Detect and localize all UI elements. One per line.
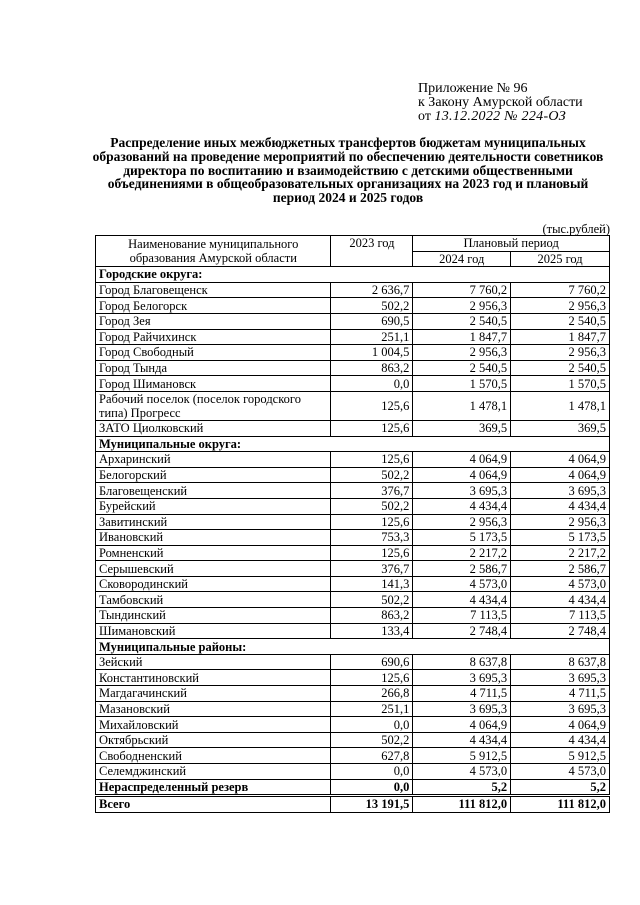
table-row: [96, 282, 610, 298]
appendix-law: к Закону Амурской области: [418, 95, 583, 110]
header-plan-period: Плановый период: [413, 236, 610, 252]
section-title: Муниципальные районы:: [96, 639, 610, 655]
value-2025: 2 586,7: [511, 561, 610, 577]
value-2023: 0,0: [331, 764, 413, 780]
value-2025: 4 434,4: [511, 592, 610, 608]
value-2025: 3 695,3: [511, 670, 610, 686]
value-2023: 863,2: [331, 608, 413, 624]
value-2025: 5,2: [511, 779, 610, 796]
row-name: Магдагачинский: [96, 686, 331, 702]
row-name: Октябрьский: [96, 732, 331, 748]
table-row: [96, 298, 610, 314]
value-2025: 369,5: [511, 420, 610, 436]
value-2023: 376,7: [331, 561, 413, 577]
value-2023: 0,0: [331, 779, 413, 796]
table-row: [96, 670, 610, 686]
row-name: Всего: [96, 796, 331, 813]
value-2025: 2 540,5: [511, 360, 610, 376]
appendix-header: [418, 82, 583, 124]
document-title: Распределение иных межбюджетных трансфертов бюджетам муниципальных образований на проведение мероприятий по обеспечению деятельности советников директора по воспитанию и взаимодействию с детскими общественными объединениями в общеобразовательных организациях на 2023 год и плановый период 2024 и 2025 годов: [92, 135, 604, 206]
value-2023: 125,6: [331, 670, 413, 686]
row-name: ЗАТО Циолковский: [96, 420, 331, 436]
header-2023: 2023 год: [331, 236, 413, 267]
header-2025: 2025 год: [511, 251, 610, 267]
value-2023: 125,6: [331, 420, 413, 436]
row-name: Город Зея: [96, 313, 331, 329]
row-name: Шимановский: [96, 623, 331, 639]
row-name: Архаринский: [96, 452, 331, 468]
table-row: [96, 514, 610, 530]
value-2023: 125,6: [331, 545, 413, 561]
row-name: Завитинский: [96, 514, 331, 530]
value-2025: 2 748,4: [511, 623, 610, 639]
row-name: Город Свободный: [96, 345, 331, 361]
value-2023: 13 191,5: [331, 796, 413, 813]
row-name: Михайловский: [96, 717, 331, 733]
value-2023: 502,2: [331, 467, 413, 483]
table-row: [96, 608, 610, 624]
table-row: [96, 748, 610, 764]
value-2025: 4 064,9: [511, 717, 610, 733]
table-row: [96, 779, 610, 796]
row-name: Серышевский: [96, 561, 331, 577]
row-name: Город Благовещенск: [96, 282, 331, 298]
value-2023: 690,6: [331, 654, 413, 670]
value-2025: 5 912,5: [511, 748, 610, 764]
value-2024: 4 064,9: [413, 467, 511, 483]
handwritten-date: 13.12.2022 № 224-ОЗ: [434, 109, 567, 124]
value-2024: 2 956,3: [413, 514, 511, 530]
value-2025: 4 573,0: [511, 576, 610, 592]
row-name: Благовещенский: [96, 483, 331, 499]
value-2024: 3 695,3: [413, 670, 511, 686]
value-2024: 2 217,2: [413, 545, 511, 561]
value-2023: 863,2: [331, 360, 413, 376]
table-row: [96, 360, 610, 376]
value-2023: 0,0: [331, 717, 413, 733]
value-2024: 2 586,7: [413, 561, 511, 577]
row-name: Город Тында: [96, 360, 331, 376]
value-2023: 627,8: [331, 748, 413, 764]
row-name: Константиновский: [96, 670, 331, 686]
value-2023: 502,2: [331, 498, 413, 514]
row-name: Селемджинский: [96, 764, 331, 780]
table-row: [96, 483, 610, 499]
table-row: [96, 623, 610, 639]
table-row: [96, 686, 610, 702]
value-2023: 502,2: [331, 298, 413, 314]
section-row: [96, 267, 610, 283]
value-2024: 3 695,3: [413, 701, 511, 717]
value-2023: 690,5: [331, 313, 413, 329]
value-2024: 4 434,4: [413, 498, 511, 514]
value-2025: 2 217,2: [511, 545, 610, 561]
value-2023: 376,7: [331, 483, 413, 499]
table-row: [96, 545, 610, 561]
table-row: [96, 498, 610, 514]
section-title: Городские округа:: [96, 267, 610, 283]
total-row: [96, 796, 610, 813]
row-name: Сковородинский: [96, 576, 331, 592]
value-2024: 2 956,3: [413, 298, 511, 314]
value-2025: 7 760,2: [511, 282, 610, 298]
value-2025: 4 434,4: [511, 498, 610, 514]
value-2024: 4 434,4: [413, 592, 511, 608]
value-2024: 4 064,9: [413, 717, 511, 733]
value-2023: 251,1: [331, 701, 413, 717]
value-2024: 1 478,1: [413, 391, 511, 420]
value-2025: 4 434,4: [511, 732, 610, 748]
value-2023: 251,1: [331, 329, 413, 345]
value-2023: 502,2: [331, 592, 413, 608]
value-2024: 8 637,8: [413, 654, 511, 670]
value-2023: 0,0: [331, 376, 413, 392]
table-row: [96, 420, 610, 436]
value-2025: 2 956,3: [511, 514, 610, 530]
value-2025: 2 540,5: [511, 313, 610, 329]
value-2025: 2 956,3: [511, 345, 610, 361]
table-row: [96, 530, 610, 546]
appendix-date-prefix: от: [418, 109, 431, 124]
table-row: [96, 592, 610, 608]
section-title: Муниципальные округа:: [96, 436, 610, 452]
table-row: [96, 717, 610, 733]
value-2025: 3 695,3: [511, 483, 610, 499]
value-2023: 133,4: [331, 623, 413, 639]
value-2024: 369,5: [413, 420, 511, 436]
value-2025: 4 064,9: [511, 452, 610, 468]
table-row: [96, 561, 610, 577]
value-2023: 2 636,7: [331, 282, 413, 298]
row-name: Город Белогорск: [96, 298, 331, 314]
row-name: Тындинский: [96, 608, 331, 624]
table-body: [96, 267, 610, 813]
distribution-table: [95, 235, 610, 813]
row-name: Белогорский: [96, 467, 331, 483]
row-name: Нераспределенный резерв: [96, 779, 331, 796]
value-2025: 1 847,7: [511, 329, 610, 345]
appendix-date-line: [418, 110, 583, 124]
row-name: Свободненский: [96, 748, 331, 764]
table-row: [96, 576, 610, 592]
table-row: [96, 452, 610, 468]
row-name: Город Райчихинск: [96, 329, 331, 345]
value-2025: 111 812,0: [511, 796, 610, 813]
value-2025: 3 695,3: [511, 701, 610, 717]
value-2024: 2 540,5: [413, 360, 511, 376]
section-row: [96, 639, 610, 655]
value-2024: 1 847,7: [413, 329, 511, 345]
value-2023: 502,2: [331, 732, 413, 748]
value-2023: 266,8: [331, 686, 413, 702]
value-2024: 111 812,0: [413, 796, 511, 813]
row-name: Бурейский: [96, 498, 331, 514]
value-2024: 5,2: [413, 779, 511, 796]
value-2023: 125,6: [331, 391, 413, 420]
row-name: Город Шимановск: [96, 376, 331, 392]
value-2025: 4 064,9: [511, 467, 610, 483]
header-name: Наименование муниципального образования Амурской области: [96, 236, 331, 267]
row-name: Мазановский: [96, 701, 331, 717]
value-2023: 125,6: [331, 514, 413, 530]
table-row: [96, 313, 610, 329]
value-2025: 4 711,5: [511, 686, 610, 702]
table-row: [96, 376, 610, 392]
value-2024: 1 570,5: [413, 376, 511, 392]
value-2024: 5 912,5: [413, 748, 511, 764]
value-2025: 5 173,5: [511, 530, 610, 546]
value-2023: 125,6: [331, 452, 413, 468]
value-2025: 1 570,5: [511, 376, 610, 392]
table-row: [96, 654, 610, 670]
row-name: Ромненский: [96, 545, 331, 561]
value-2024: 7 113,5: [413, 608, 511, 624]
value-2024: 4 573,0: [413, 764, 511, 780]
value-2025: 2 956,3: [511, 298, 610, 314]
row-name: Тамбовский: [96, 592, 331, 608]
row-name: Ивановский: [96, 530, 331, 546]
value-2025: 4 573,0: [511, 764, 610, 780]
value-2023: 1 004,5: [331, 345, 413, 361]
value-2024: 2 956,3: [413, 345, 511, 361]
table-row: [96, 764, 610, 780]
value-2024: 7 760,2: [413, 282, 511, 298]
value-2025: 7 113,5: [511, 608, 610, 624]
header-2024: 2024 год: [413, 251, 511, 267]
value-2024: 4 573,0: [413, 576, 511, 592]
table-row: [96, 329, 610, 345]
units-label: (тыс.рублей): [542, 222, 610, 236]
value-2024: 4 434,4: [413, 732, 511, 748]
value-2023: 141,3: [331, 576, 413, 592]
section-row: [96, 436, 610, 452]
value-2024: 2 748,4: [413, 623, 511, 639]
table-row: [96, 467, 610, 483]
table-row: [96, 391, 610, 420]
table-row: [96, 345, 610, 361]
table-row: [96, 701, 610, 717]
value-2024: 2 540,5: [413, 313, 511, 329]
row-name: Зейский: [96, 654, 331, 670]
value-2024: 3 695,3: [413, 483, 511, 499]
value-2023: 753,3: [331, 530, 413, 546]
value-2024: 5 173,5: [413, 530, 511, 546]
value-2025: 8 637,8: [511, 654, 610, 670]
value-2024: 4 064,9: [413, 452, 511, 468]
row-name: Рабочий поселок (поселок городского типа) Прогресс: [96, 391, 331, 420]
value-2025: 1 478,1: [511, 391, 610, 420]
appendix-number: Приложение № 96: [418, 81, 528, 96]
value-2024: 4 711,5: [413, 686, 511, 702]
table-row: [96, 732, 610, 748]
